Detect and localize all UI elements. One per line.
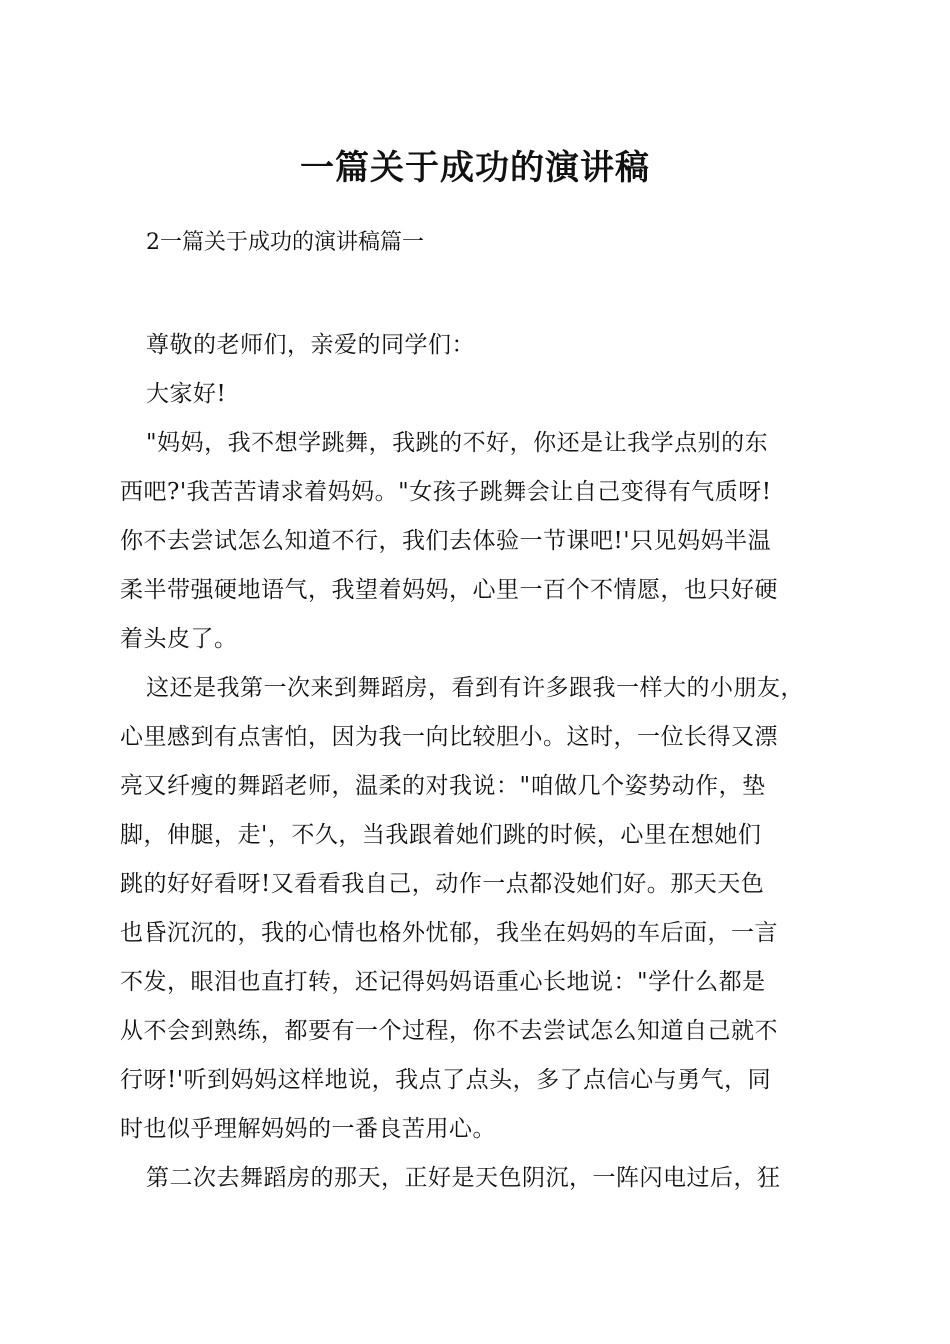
paragraph-2-line-4: 脚，伸腿，走'，不久，当我跟着她们跳的时候，心里在想她们 [120,822,762,848]
paragraph-2-line-1: 这还是我第一次来到舞蹈房，看到有许多跟我一样大的小朋友， [146,675,804,701]
paragraph-1-line-2: 西吧?'我苦苦请求着妈妈。"女孩子跳舞会让自己变得有气质呀! [120,479,772,505]
paragraph-1-line-4: 柔半带强硬地语气，我望着妈妈，心里一百个不情愿，也只好硬 [120,577,778,603]
section-heading: 2一篇关于成功的演讲稿篇一 [146,230,424,255]
paragraph-2-line-9: 行呀!'听到妈妈这样地说，我点了点头，多了点信心与勇气，同 [120,1067,772,1093]
paragraph-2-line-3: 亮又纤瘦的舞蹈老师，温柔的对我说："咱做几个姿势动作，垫 [120,773,766,799]
paragraph-1-line-5: 着头皮了。 [120,626,238,652]
paragraph-2-line-7: 不发，眼泪也直打转，还记得妈妈语重心长地说："学什么都是 [120,969,766,995]
paragraph-3-line-1: 第二次去舞蹈房的那天，正好是天色阴沉，一阵闪电过后，狂 [146,1165,781,1191]
paragraph-1-line-3: 你不去尝试怎么知道不行，我们去体验一节课吧!'只见妈妈半温 [120,528,772,554]
paragraph-2-line-2: 心里感到有点害怕，因为我一向比较胆小。这时，一位长得又漂 [120,724,778,750]
paragraph-2-line-6: 也昏沉沉的，我的心情也格外忧郁，我坐在妈妈的车后面，一言 [120,920,778,946]
document-title: 一篇关于成功的演讲稿 [300,148,650,188]
paragraph-2-line-10: 时也似乎理解妈妈的一番良苦用心。 [120,1116,496,1142]
salutation-line: 尊敬的老师们，亲爱的同学们： [146,332,475,358]
paragraph-1-line-1: "妈妈，我不想学跳舞，我跳的不好，你还是让我学点别的东 [146,430,769,456]
paragraph-2-line-5: 跳的好好看呀!又看看我自己，动作一点都没她们好。那天天色 [120,871,765,897]
greeting-line: 大家好! [146,381,227,407]
paragraph-2-line-8: 从不会到熟练，都要有一个过程，你不去尝试怎么知道自己就不 [120,1018,778,1044]
